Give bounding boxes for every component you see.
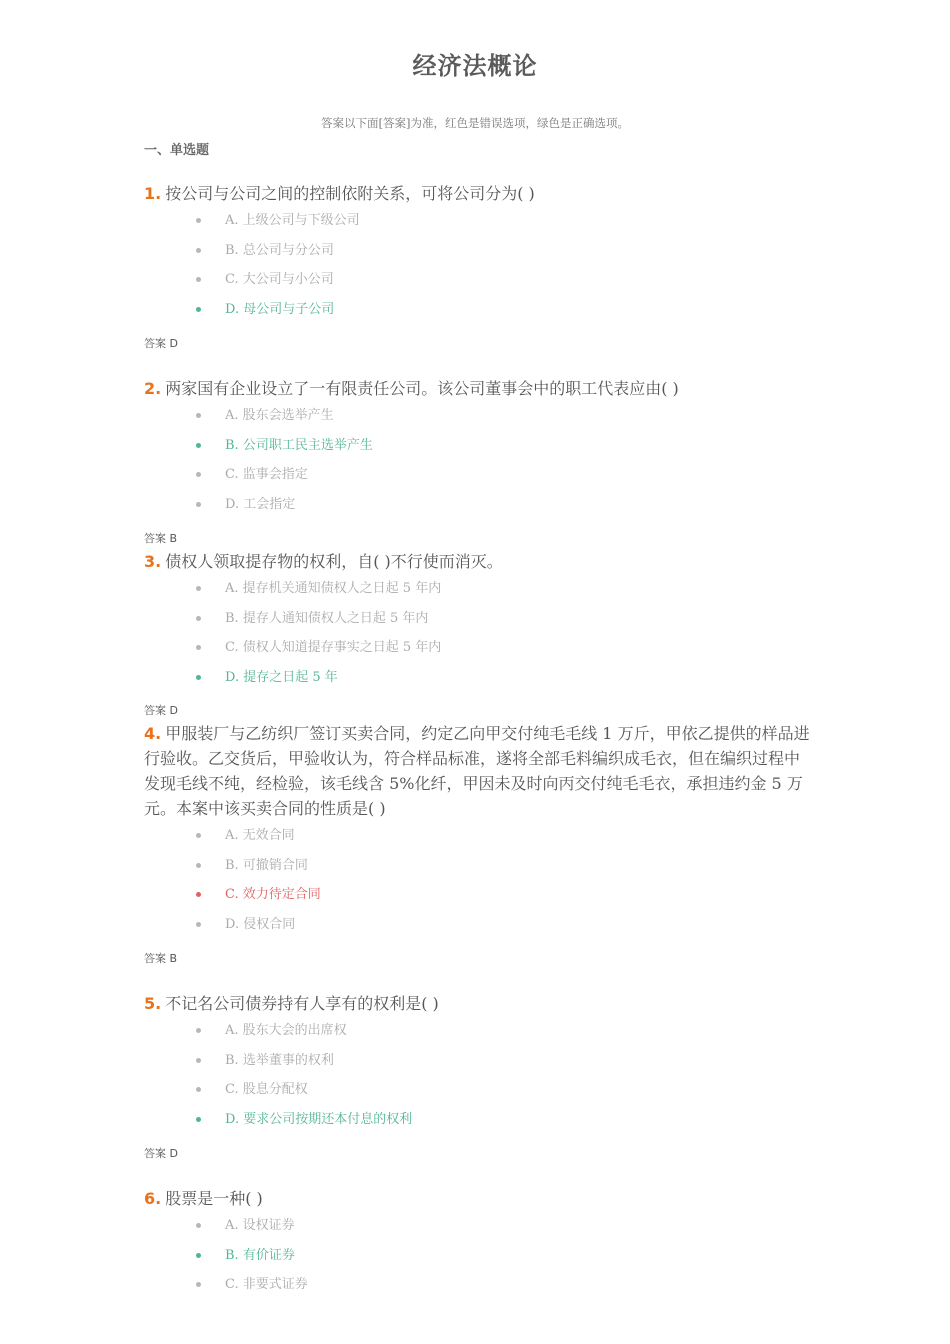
option-a xyxy=(144,574,810,604)
bullet-icon xyxy=(196,1117,201,1122)
section-heading: 一、单选题 xyxy=(144,143,210,158)
bullet-icon xyxy=(196,1058,201,1063)
option-b xyxy=(144,1046,810,1076)
question-stem xyxy=(144,376,810,401)
question-stem xyxy=(144,549,810,574)
question-3 xyxy=(144,549,810,692)
option-list xyxy=(144,401,810,519)
question-stem xyxy=(144,991,810,1016)
question-stem xyxy=(144,181,810,206)
bullet-icon xyxy=(196,307,201,312)
question-text: 按公司与公司之间的控制依附关系，可将公司分为( ) xyxy=(165,184,535,203)
option-label: C. 债权人知道提存事实之日起 5 年内 xyxy=(225,640,442,655)
option-b xyxy=(144,1241,810,1271)
option-label: A. 股东会选举产生 xyxy=(225,408,334,423)
question-5 xyxy=(144,991,810,1134)
option-a xyxy=(144,821,810,851)
option-a xyxy=(144,1016,810,1046)
question-number: 1. xyxy=(144,184,162,203)
bullet-icon xyxy=(196,586,201,591)
question-2 xyxy=(144,376,810,519)
question-stem xyxy=(144,721,810,821)
option-a xyxy=(144,1211,810,1241)
question-stem xyxy=(144,1186,810,1211)
option-b xyxy=(144,431,810,461)
option-list xyxy=(144,821,810,939)
bullet-icon xyxy=(196,472,201,477)
bullet-icon xyxy=(196,248,201,253)
option-label: B. 有价证券 xyxy=(225,1247,295,1263)
option-label: B. 可撤销合同 xyxy=(225,857,308,873)
option-c xyxy=(144,880,810,910)
option-label: C. 股息分配权 xyxy=(225,1082,308,1097)
question-number: 6. xyxy=(144,1189,162,1208)
bullet-icon xyxy=(196,1253,201,1258)
bullet-icon xyxy=(196,1282,201,1287)
question-number: 3. xyxy=(144,552,162,571)
option-d xyxy=(144,1105,810,1135)
page-title: 经济法概论 xyxy=(412,52,538,80)
option-label: D. 侵权合同 xyxy=(225,916,296,932)
bullet-icon xyxy=(196,833,201,838)
question-number: 4. xyxy=(144,724,162,743)
bullet-icon xyxy=(196,675,201,680)
bullet-icon xyxy=(196,502,201,507)
question-number: 2. xyxy=(144,379,162,398)
option-label: D. 要求公司按期还本付息的权利 xyxy=(225,1111,413,1127)
bullet-icon xyxy=(196,892,201,897)
option-list xyxy=(144,206,810,324)
bullet-icon xyxy=(196,922,201,927)
option-label: A. 股东大会的出席权 xyxy=(225,1023,347,1038)
question-6 xyxy=(144,1186,810,1300)
option-label: C. 大公司与小公司 xyxy=(225,272,334,287)
answer-label: 答案 D xyxy=(144,704,178,717)
option-label: A. 上级公司与下级公司 xyxy=(225,213,360,228)
bullet-icon xyxy=(196,1223,201,1228)
option-label: B. 选举董事的权利 xyxy=(225,1052,334,1068)
option-list xyxy=(144,574,810,692)
answer-label: 答案 B xyxy=(144,532,178,545)
option-d xyxy=(144,295,810,325)
question-text: 股票是一种( ) xyxy=(165,1189,263,1208)
option-label: C. 监事会指定 xyxy=(225,467,308,482)
option-b xyxy=(144,604,810,634)
option-a xyxy=(144,206,810,236)
option-a xyxy=(144,401,810,431)
option-c xyxy=(144,460,810,490)
option-label: D. 提存之日起 5 年 xyxy=(225,669,338,685)
question-number: 5. xyxy=(144,994,162,1013)
option-label: B. 公司职工民主选举产生 xyxy=(225,437,373,453)
option-label: A. 提存机关通知债权人之日起 5 年内 xyxy=(225,581,442,596)
option-b xyxy=(144,236,810,266)
option-label: A. 设权证券 xyxy=(225,1218,295,1233)
bullet-icon xyxy=(196,616,201,621)
bullet-icon xyxy=(196,1087,201,1092)
bullet-icon xyxy=(196,645,201,650)
answer-legend-note: 答案以下面[答案]为准，红色是错误选项，绿色是正确选项。 xyxy=(321,116,629,130)
answer-label: 答案 D xyxy=(144,337,178,350)
bullet-icon xyxy=(196,863,201,868)
option-label: B. 总公司与分公司 xyxy=(225,242,334,258)
option-label: A. 无效合同 xyxy=(225,828,295,843)
option-d xyxy=(144,910,810,940)
question-text: 债权人领取提存物的权利，自( )不行使而消灭。 xyxy=(165,552,503,571)
option-list xyxy=(144,1211,810,1300)
question-text: 不记名公司债券持有人享有的权利是( ) xyxy=(165,994,439,1013)
question-text: 甲服装厂与乙纺织厂签订买卖合同，约定乙向甲交付纯毛毛线 1 万斤，甲依乙提供的样品进行验收。乙交货后，甲验收认为，符合样品标准，遂将全部毛料编织成毛衣，但在编织过程中发现毛线不纯，经检验，该毛线含 5%化纤，甲因未及时向丙交付纯毛毛衣，承担违约金 5 万元。本案中该买卖合同的性质是( ) xyxy=(144,724,810,818)
option-c xyxy=(144,265,810,295)
question-text: 两家国有企业设立了一有限责任公司。该公司董事会中的职工代表应由( ) xyxy=(165,379,679,398)
option-c xyxy=(144,1270,810,1300)
answer-label: 答案 B xyxy=(144,952,178,965)
answer-label: 答案 D xyxy=(144,1147,178,1160)
option-d xyxy=(144,490,810,520)
option-label: D. 工会指定 xyxy=(225,496,296,512)
bullet-icon xyxy=(196,1028,201,1033)
option-label: D. 母公司与子公司 xyxy=(225,301,335,317)
question-1 xyxy=(144,181,810,324)
bullet-icon xyxy=(196,218,201,223)
option-c xyxy=(144,1075,810,1105)
option-c xyxy=(144,633,810,663)
option-label: C. 效力待定合同 xyxy=(225,887,321,902)
option-b xyxy=(144,851,810,881)
option-d xyxy=(144,663,810,693)
option-label: B. 提存人通知债权人之日起 5 年内 xyxy=(225,610,429,626)
bullet-icon xyxy=(196,413,201,418)
question-4 xyxy=(144,721,810,939)
option-label: C. 非要式证券 xyxy=(225,1277,308,1292)
option-list xyxy=(144,1016,810,1134)
bullet-icon xyxy=(196,443,201,448)
bullet-icon xyxy=(196,277,201,282)
